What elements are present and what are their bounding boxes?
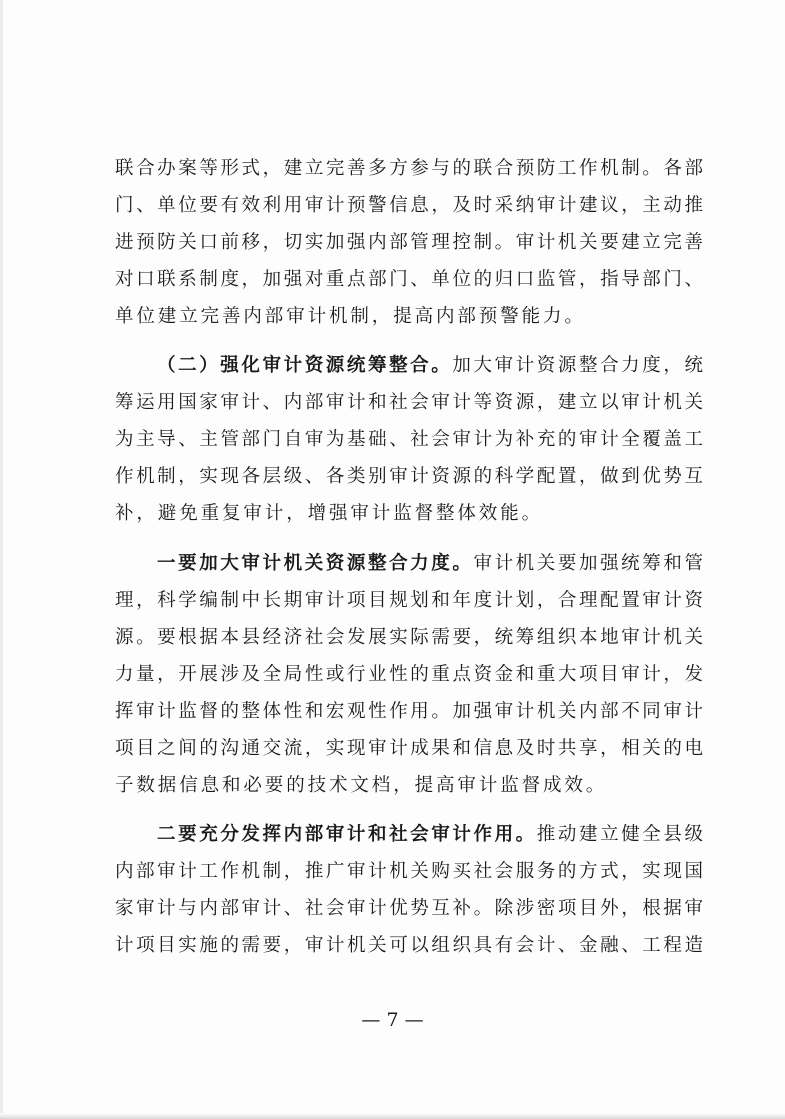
paragraph-line: 对口联系制度，加强对重点部门、单位的归口监管，指导部门、 bbox=[115, 269, 703, 290]
paragraph-line: 单位建立完善内部审计机制，提高内部预警能力。 bbox=[115, 306, 586, 327]
paragraph-line: 为主导、主管部门自审为基础、社会审计为补充的审计全覆盖工 bbox=[115, 429, 703, 450]
scan-edge-bottom bbox=[0, 1113, 785, 1119]
paragraph-line: 家审计与内部审计、社会审计优势互补。除涉密项目外，根据审 bbox=[115, 898, 703, 919]
point-heading-line bbox=[157, 545, 703, 582]
paragraph-line: 项目之间的沟通交流，实现审计成果和信息及时共享，相关的电 bbox=[115, 738, 703, 759]
paragraph-line: 挥审计监督的整体性和宏观性作用。加强审计机关内部不同审计 bbox=[115, 701, 703, 722]
paragraph-line: 补，避免重复审计，增强审计监督整体效能。 bbox=[115, 503, 544, 524]
page-number: — 7 — bbox=[361, 1009, 424, 1031]
paragraph-line: 内部审计工作机制，推广审计机关购买社会服务的方式，实现国 bbox=[115, 861, 703, 882]
paragraph-line: 计项目实施的需要，审计机关可以组织具有会计、金融、工程造 bbox=[115, 935, 703, 956]
point-heading: 一要加大审计机关资源整合力度。 bbox=[157, 553, 474, 574]
paragraph-line: 子数据信息和必要的技术文档，提高审计监督成效。 bbox=[115, 775, 608, 796]
point-text: 审计机关要加强统筹和管 bbox=[473, 553, 703, 574]
scan-edge-left bbox=[0, 0, 3, 1119]
section-heading-line bbox=[157, 347, 703, 384]
section-text: 加大审计资源整合力度，统 bbox=[452, 355, 703, 376]
paragraph-line: 筹运用国家审计、内部审计和社会审计等资源，建立以审计机关 bbox=[115, 392, 703, 413]
paragraph-line: 理，科学编制中长期审计项目规划和年度计划，合理配置审计资 bbox=[115, 590, 703, 611]
paragraph-line: 门、单位要有效利用审计预警信息，及时采纳审计建议，主动推 bbox=[115, 195, 703, 216]
paragraph-line: 联合办案等形式，建立完善多方参与的联合预防工作机制。各部 bbox=[115, 158, 703, 179]
paragraph-line: 源。要根据本县经济社会发展实际需要，统筹组织本地审计机关 bbox=[115, 627, 703, 648]
paragraph-line: 力量，开展涉及全局性或行业性的重点资金和重大项目审计，发 bbox=[115, 664, 703, 685]
point-heading-line bbox=[157, 816, 703, 853]
point-text: 推动建立健全县级 bbox=[536, 824, 703, 845]
section-heading: （二）强化审计资源统筹整合。 bbox=[157, 355, 453, 376]
point-heading: 二要充分发挥内部审计和社会审计作用。 bbox=[157, 824, 537, 845]
paragraph-line: 作机制，实现各层级、各类别审计资源的科学配置，做到优势互 bbox=[115, 466, 703, 487]
paragraph-line: 进预防关口前移，切实加强内部管理控制。审计机关要建立完善 bbox=[115, 232, 703, 253]
